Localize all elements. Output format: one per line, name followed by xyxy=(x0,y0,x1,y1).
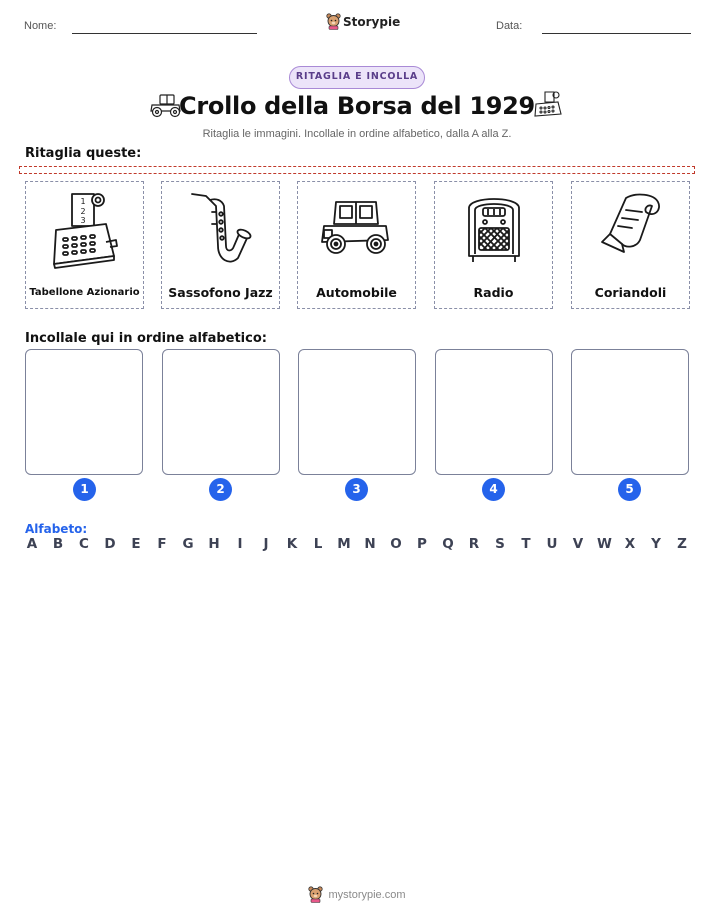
alphabet-letter: G xyxy=(182,536,194,552)
bear-icon xyxy=(326,13,341,30)
footer-url: mystorypie.com xyxy=(328,888,406,901)
vintage-car-icon xyxy=(320,190,392,274)
slot-number: 5 xyxy=(618,478,641,501)
paste-slot-5[interactable] xyxy=(571,349,689,475)
alphabet-letter: U xyxy=(546,536,558,552)
alphabet-label: Alfabeto: xyxy=(25,522,88,536)
activity-badge: RITAGLIA E INCOLLA xyxy=(289,66,425,89)
slot-number: 4 xyxy=(482,478,505,501)
alphabet-letter: J xyxy=(263,536,269,552)
cut-line xyxy=(19,166,695,174)
bear-icon xyxy=(308,886,323,903)
alphabet-row xyxy=(25,536,689,552)
alphabet-letter: K xyxy=(286,536,298,552)
alphabet-letter: Y xyxy=(651,536,661,552)
brand-name: Storypie xyxy=(343,14,401,29)
alphabet-letter: B xyxy=(52,536,64,552)
alphabet-letter: I xyxy=(237,536,243,552)
paste-slot-1[interactable] xyxy=(25,349,143,475)
alphabet-letter: A xyxy=(26,536,38,552)
alphabet-letter: H xyxy=(208,536,220,552)
svg-text:2: 2 xyxy=(80,207,86,216)
alphabet-letter: T xyxy=(521,536,531,552)
saxophone-icon xyxy=(186,190,256,274)
date-line[interactable] xyxy=(542,33,691,34)
paste-heading: Incollale qui in ordine alfabetico: xyxy=(25,331,267,346)
adding-machine-icon xyxy=(532,90,564,120)
card-label: Coriandoli xyxy=(594,285,667,300)
alphabet-letter: C xyxy=(79,536,89,552)
alphabet-letter: L xyxy=(313,536,323,552)
paste-slot-4[interactable] xyxy=(435,349,553,475)
svg-text:1: 1 xyxy=(80,197,86,206)
date-label: Data: xyxy=(496,20,523,32)
cut-heading: Ritaglia queste: xyxy=(25,146,142,161)
page-title: Crollo della Borsa del 1929 xyxy=(179,92,535,120)
footer xyxy=(0,886,714,903)
alphabet-letter: Q xyxy=(442,536,454,552)
alphabet-letter: F xyxy=(157,536,167,552)
alphabet-letter: E xyxy=(131,536,141,552)
cut-card-radio[interactable] xyxy=(434,181,553,309)
cut-card-automobile[interactable] xyxy=(297,181,416,309)
alphabet-letter: S xyxy=(495,536,505,552)
card-label: Sassofono Jazz xyxy=(168,285,273,300)
paste-slot-3[interactable] xyxy=(298,349,416,475)
alphabet-letter: X xyxy=(624,536,636,552)
slot-number: 2 xyxy=(209,478,232,501)
paper-scroll-icon xyxy=(596,190,666,274)
alphabet-letter: M xyxy=(337,536,351,552)
radio-icon xyxy=(459,190,529,274)
svg-text:3: 3 xyxy=(80,216,86,225)
card-label: Radio xyxy=(473,285,514,300)
adding-machine-icon xyxy=(50,190,120,274)
slot-number: 3 xyxy=(345,478,368,501)
alphabet-letter: O xyxy=(390,536,402,552)
alphabet-letter: N xyxy=(364,536,376,552)
alphabet-letter: W xyxy=(597,536,612,552)
alphabet-letter: V xyxy=(572,536,584,552)
cut-card-coriandoli[interactable] xyxy=(571,181,690,309)
slot-number: 1 xyxy=(73,478,96,501)
instructions: Ritaglia le immagini. Incollale in ordine alfabetico, dalla A alla Z. xyxy=(202,128,512,140)
cut-card-sassofono[interactable] xyxy=(161,181,280,309)
brand-logo xyxy=(326,13,400,30)
cut-card-tabellone[interactable] xyxy=(25,181,144,309)
paste-slot-2[interactable] xyxy=(162,349,280,475)
name-label: Nome: xyxy=(24,20,57,32)
alphabet-letter: D xyxy=(104,536,116,552)
alphabet-letter: P xyxy=(417,536,427,552)
card-label: Automobile xyxy=(316,285,397,300)
name-line[interactable] xyxy=(72,33,257,34)
alphabet-letter: R xyxy=(468,536,480,552)
alphabet-letter: Z xyxy=(677,536,687,552)
card-label: Tabellone Azionario xyxy=(29,287,140,298)
